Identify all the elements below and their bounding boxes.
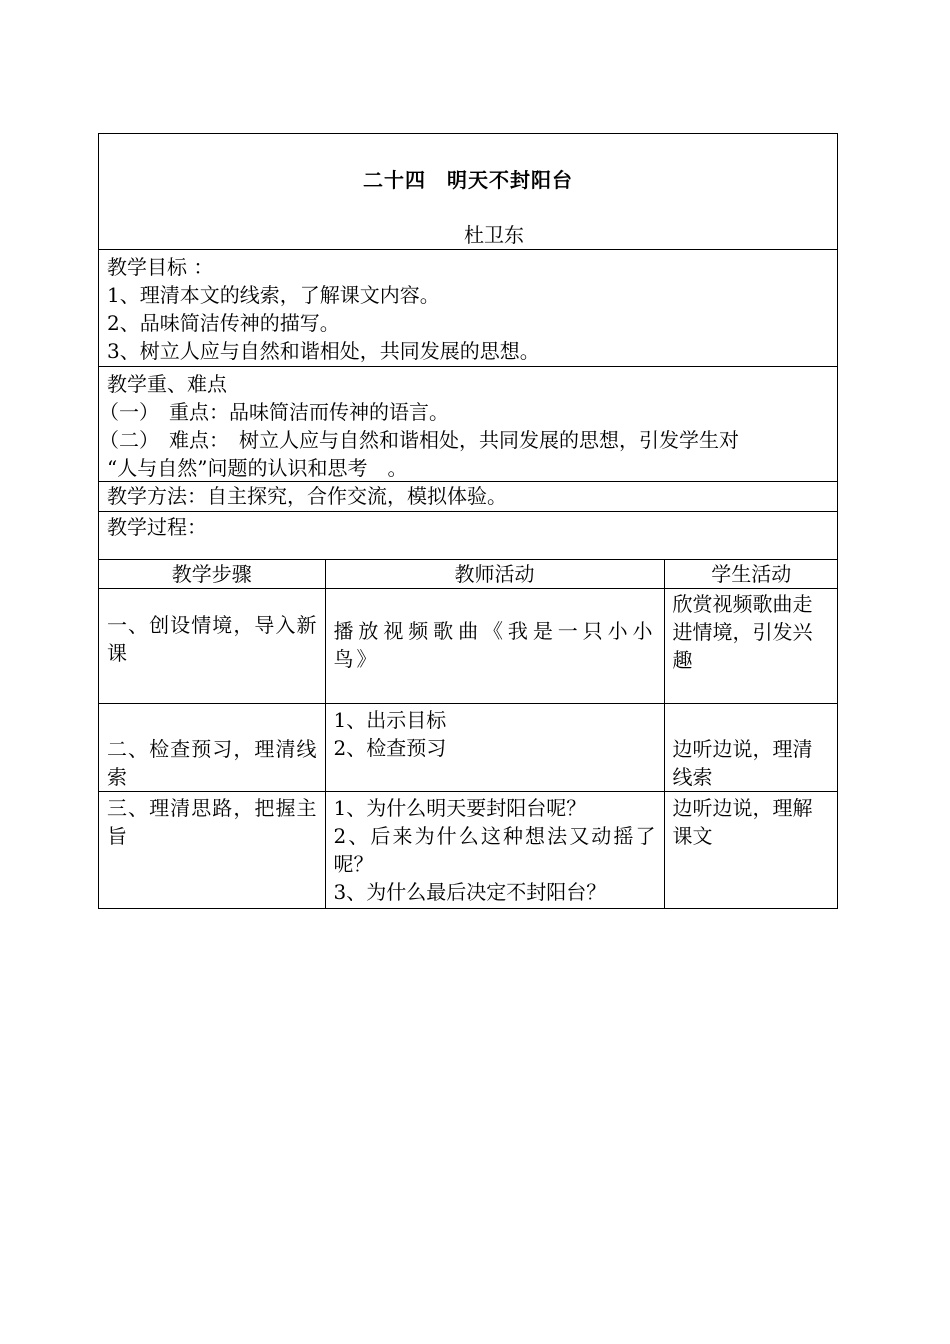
teacher-activity: 2、检查预习 <box>333 736 447 760</box>
lesson-title: 二十四 明天不封阳台 <box>363 168 573 192</box>
teacher-activity: 3、为什么最后决定不封阳台？ <box>333 880 607 904</box>
student-activity: 欣赏视频歌曲走进情境，引发兴趣 <box>672 592 813 672</box>
steps-section <box>99 560 837 908</box>
title-row <box>99 134 837 250</box>
objectives-section <box>99 250 837 367</box>
objective-item: 1、理清本文的线索，了解课文内容。 <box>107 283 440 307</box>
teacher-activity: 2、后来为什么这种想法又动摇了呢？ <box>333 824 656 876</box>
key-points-heading: 教学重、难点 <box>107 372 227 396</box>
step-label: 二、检查预习，理清线索 <box>107 737 317 789</box>
objective-item: 3、树立人应与自然和谐相处，共同发展的思想。 <box>107 339 540 363</box>
column-header-step: 教学步骤 <box>99 560 325 589</box>
table-row <box>99 589 838 704</box>
process-row <box>99 512 837 560</box>
objective-item: 2、品味简洁传神的描写。 <box>107 311 340 335</box>
student-activity: 边听边说，理清线索 <box>672 737 813 789</box>
difficulty-point-continued: “人与自然”问题的认识和思考 。 <box>107 456 408 480</box>
key-points-section <box>99 367 837 482</box>
lesson-plan-table <box>98 133 838 909</box>
method-row <box>99 482 837 512</box>
focus-point: （一） 重点：品味简洁而传神的语言。 <box>99 400 449 424</box>
teacher-activity: 播放视频歌曲《我是一只小小鸟》 <box>333 619 656 671</box>
step-label: 三、理清思路，把握主旨 <box>107 796 317 848</box>
teaching-method: 教学方法：自主探究，合作交流，模拟体验。 <box>107 484 507 508</box>
process-heading: 教学过程： <box>107 515 207 539</box>
teacher-activity: 1、出示目标 <box>333 708 447 732</box>
steps-table <box>99 560 838 908</box>
column-header-student: 学生活动 <box>664 560 838 589</box>
teacher-activity: 1、为什么明天要封阳台呢？ <box>333 796 587 820</box>
student-activity: 边听边说，理解课文 <box>672 796 813 848</box>
table-row <box>99 704 838 792</box>
step-label: 一、创设情境，导入新课 <box>107 613 317 665</box>
author-name: 杜卫东 <box>464 223 524 247</box>
objectives-heading: 教学目标 ： <box>107 255 214 279</box>
table-row <box>99 792 838 908</box>
table-header-row <box>99 560 838 589</box>
column-header-teacher: 教师活动 <box>325 560 664 589</box>
difficulty-point: （二） 难点： 树立人应与自然和谐相处，共同发展的思想，引发学生对 <box>99 428 739 452</box>
